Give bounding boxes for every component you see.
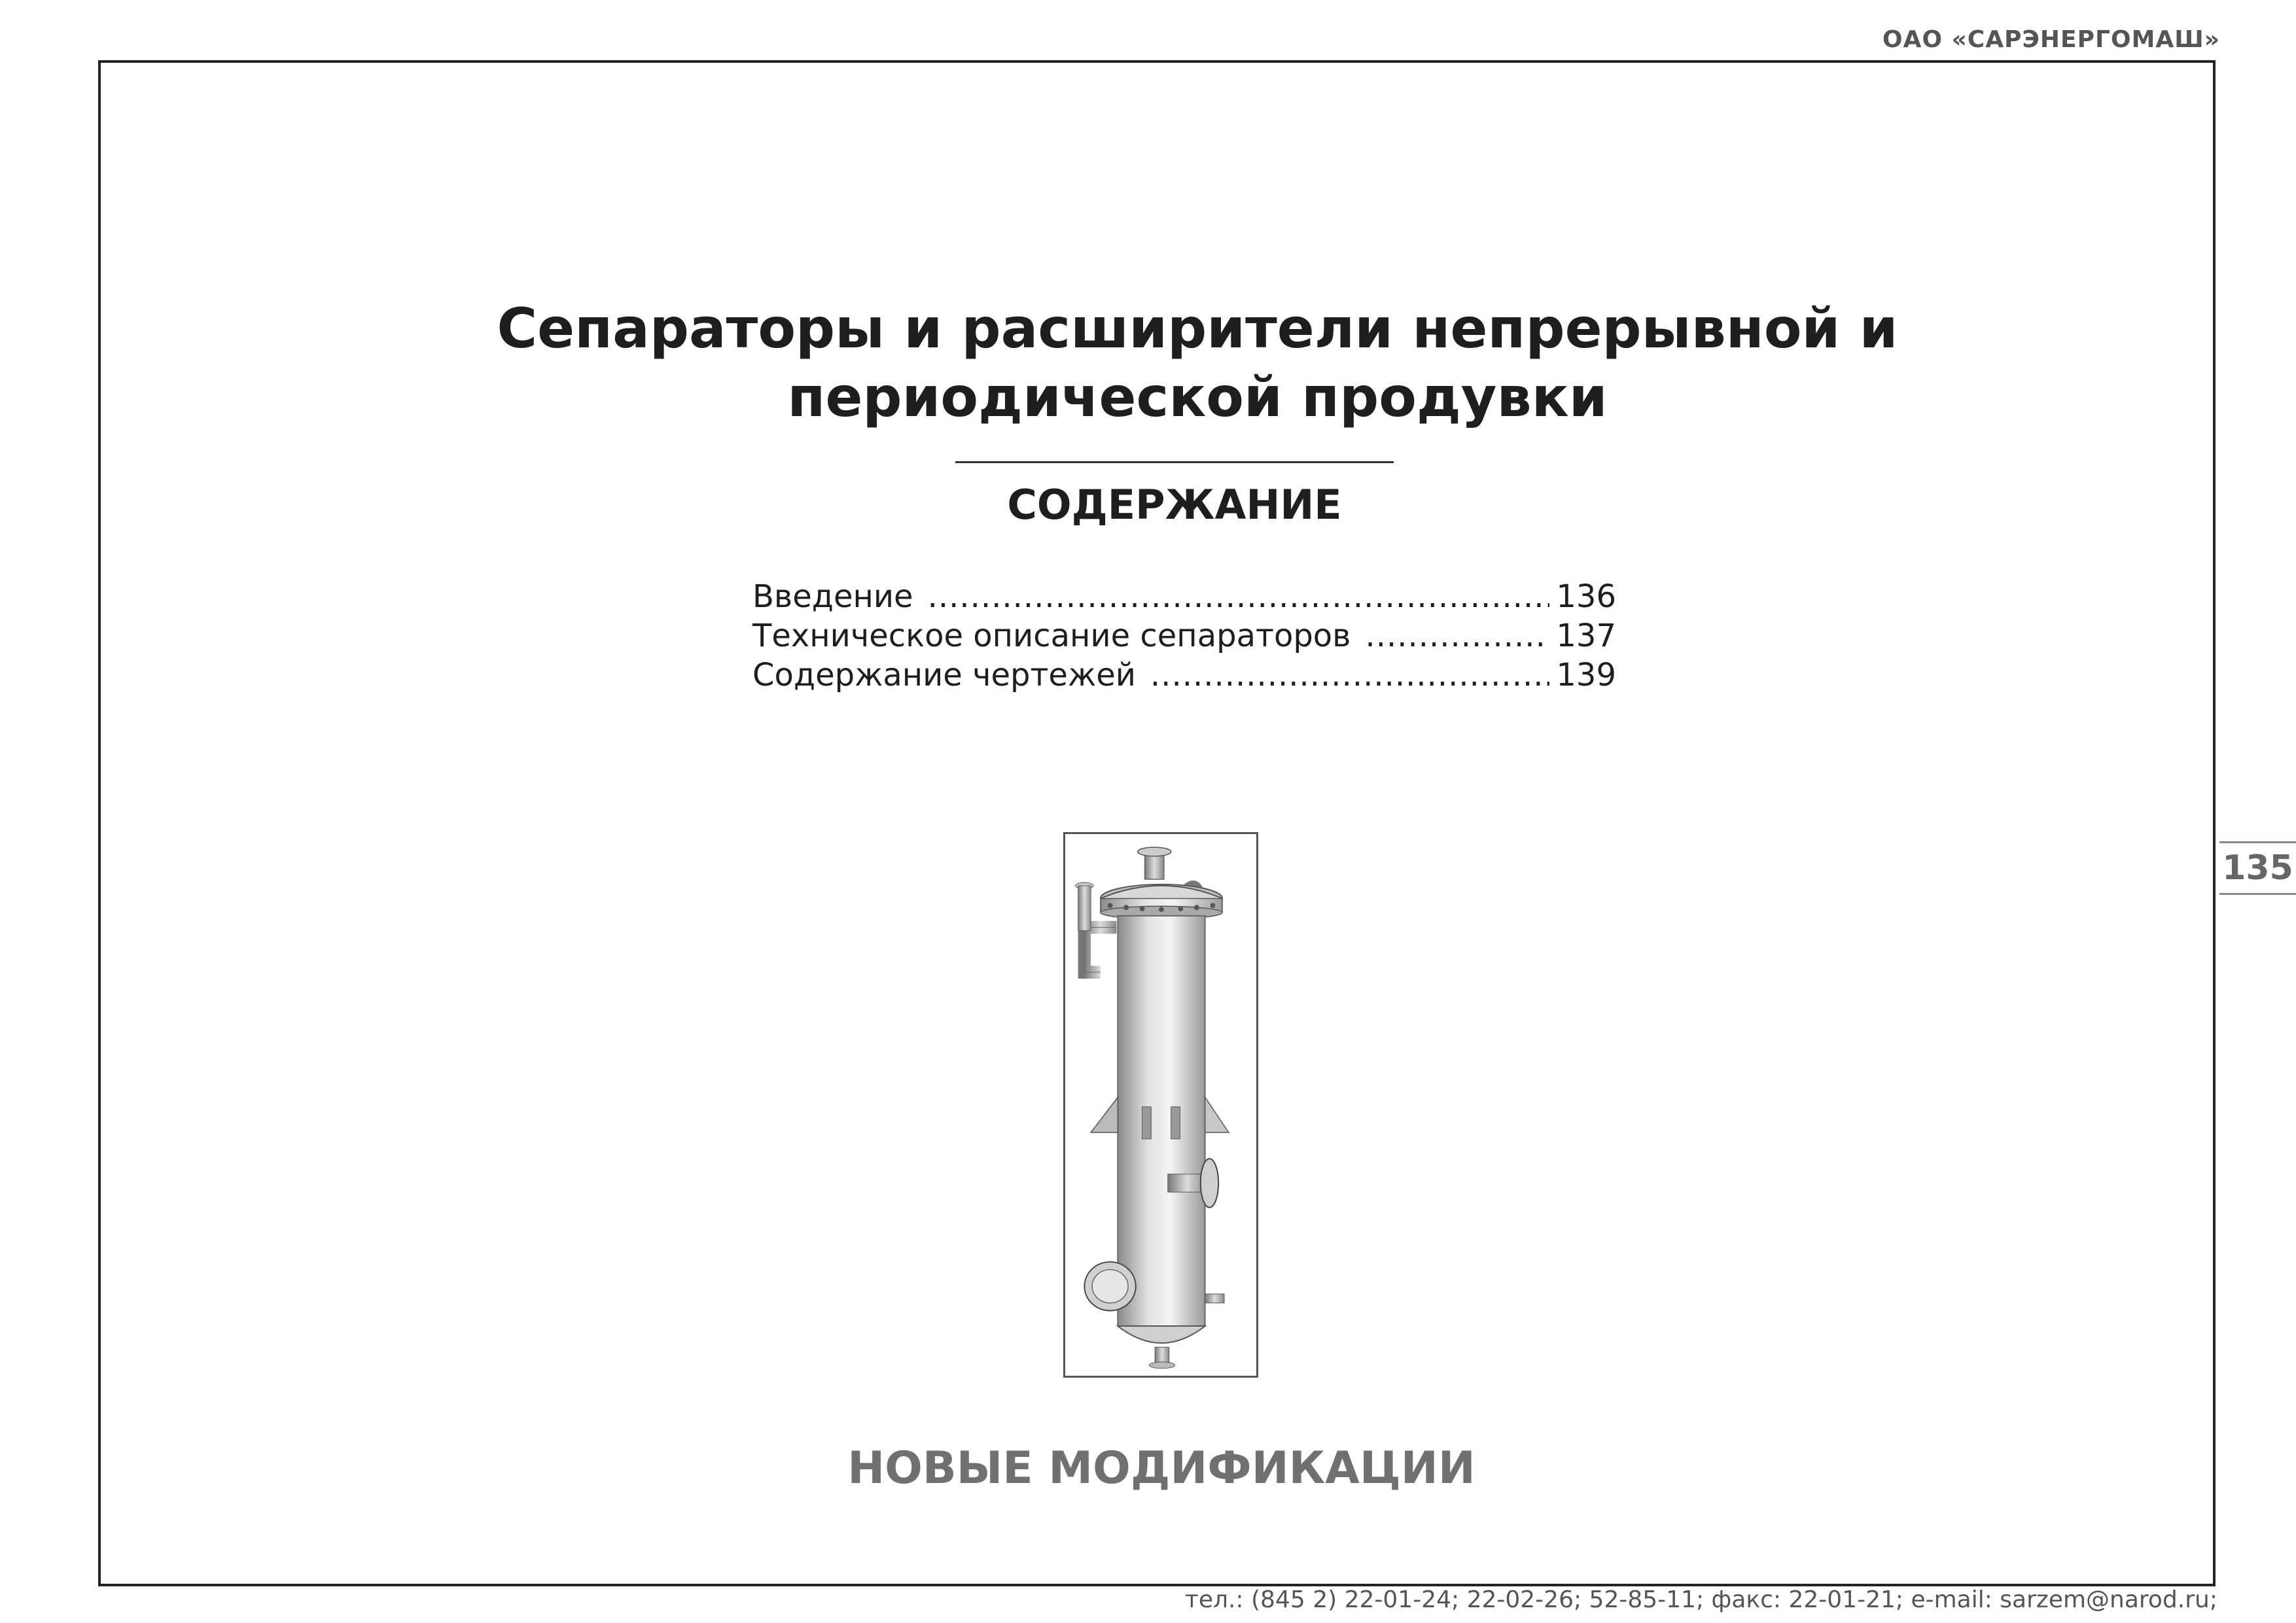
toc-leader-dots (1365, 616, 1549, 655)
table-of-contents (752, 577, 1616, 695)
new-modifications-label: НОВЫЕ МОДИФИКАЦИИ (847, 1442, 1475, 1494)
toc-leader-dots (928, 577, 1550, 616)
toc-item-introduction[interactable] (752, 577, 1616, 616)
footer-contacts: тел.: (845 2) 22-01-24; 22-02-26; 52-85-11; факс: 22-01-21; e-mail: sarzem@narod.ru; (1184, 1586, 2217, 1613)
separator-image (1063, 832, 1258, 1378)
title-line-2: периодической продувки (787, 365, 1608, 429)
toc-item-technical-description[interactable] (752, 616, 1616, 655)
page-number-tab: 135 (2219, 841, 2296, 895)
toc-item-drawings-contents[interactable] (752, 655, 1616, 695)
toc-item-label: Техническое описание сепараторов (752, 618, 1351, 654)
page-title (0, 294, 2296, 432)
separator-vessel-icon (1065, 834, 1256, 1376)
toc-item-page: 137 (1556, 618, 1616, 654)
title-line-1: Сепараторы и расширители непрерывной и (497, 296, 1898, 360)
toc-item-label: Содержание чертежей (752, 657, 1136, 693)
toc-heading: СОДЕРЖАНИЕ (1007, 481, 1342, 529)
toc-item-label: Введение (752, 578, 913, 615)
company-name: ОАО «САРЭНЕРГОМАШ» (1882, 26, 2220, 53)
toc-item-page: 139 (1556, 657, 1616, 693)
title-divider (955, 461, 1394, 463)
toc-item-page: 136 (1556, 578, 1616, 615)
toc-leader-dots (1150, 655, 1549, 695)
